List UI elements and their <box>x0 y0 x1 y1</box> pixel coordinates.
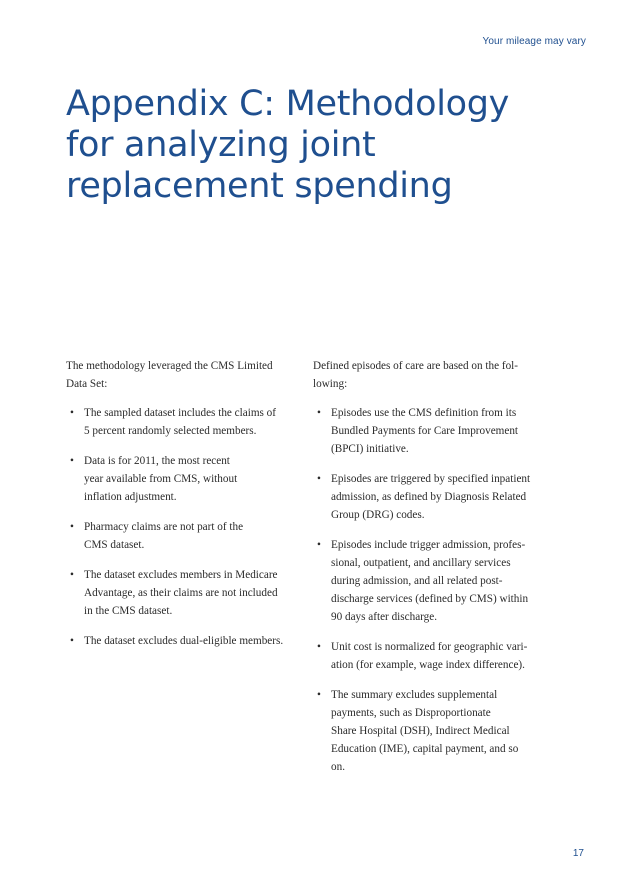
list-item-line: The sampled dataset includes the claims of <box>84 407 276 419</box>
page-title <box>66 84 586 207</box>
right-bullet-list <box>313 404 548 776</box>
intro-line: The methodology leveraged the CMS Limited <box>66 360 273 372</box>
list-item-line: year available from CMS, without <box>84 473 238 485</box>
list-item-line: Data is for 2011, the most recent <box>84 455 230 467</box>
list-item <box>66 632 296 650</box>
running-header: Your mileage may vary <box>482 36 586 47</box>
list-item-line: Advantage, as their claims are not included <box>84 587 278 599</box>
right-column <box>313 357 548 788</box>
bullet-icon: • <box>70 455 74 467</box>
list-item <box>313 536 548 626</box>
list-item-line: (BPCI) initiative. <box>331 443 409 455</box>
list-item-line: discharge services (defined by CMS) within <box>331 593 529 605</box>
list-item-line: 5 percent randomly selected members. <box>84 425 257 437</box>
list-item <box>313 470 548 524</box>
bullet-icon: • <box>317 641 321 653</box>
left-column <box>66 357 296 662</box>
list-item-line: The dataset excludes members in Medicare <box>84 569 278 581</box>
list-item <box>66 566 296 620</box>
list-item-line: during admission, and all related post- <box>331 575 503 587</box>
list-item-line: inflation adjustment. <box>84 491 177 503</box>
list-item-line: The summary excludes supplemental <box>331 689 498 701</box>
list-item <box>66 452 296 506</box>
list-item-line: Episodes include trigger admission, profes- <box>331 539 526 551</box>
bullet-icon: • <box>70 407 74 419</box>
list-item <box>66 518 296 554</box>
list-item-line: ation (for example, wage index difference). <box>331 659 525 671</box>
intro-line: Defined episodes of care are based on the fol- <box>313 360 519 372</box>
list-item-line: admission, as defined by Diagnosis Related <box>331 491 527 503</box>
title-line: replacement spending <box>66 166 453 206</box>
left-bullet-list <box>66 404 296 650</box>
bullet-icon: • <box>70 635 74 647</box>
list-item-line: in the CMS dataset. <box>84 605 173 617</box>
bullet-icon: • <box>70 521 74 533</box>
list-item-line: on. <box>331 761 345 773</box>
list-item-line: Pharmacy claims are not part of the <box>84 521 244 533</box>
bullet-icon: • <box>70 569 74 581</box>
bullet-icon: • <box>317 473 321 485</box>
list-item <box>313 638 548 674</box>
bullet-icon: • <box>317 407 321 419</box>
bullet-icon: • <box>317 539 321 551</box>
left-intro <box>66 357 296 393</box>
bullet-icon: • <box>317 689 321 701</box>
list-item-line: Share Hospital (DSH), Indirect Medical <box>331 725 510 737</box>
list-item-line: Group (DRG) codes. <box>331 509 425 521</box>
list-item-line: CMS dataset. <box>84 539 145 551</box>
list-item <box>313 686 548 776</box>
list-item <box>313 404 548 458</box>
list-item-line: The dataset excludes dual-eligible members. <box>84 635 284 647</box>
right-intro <box>313 357 548 393</box>
list-item-line: Episodes use the CMS definition from its <box>331 407 517 419</box>
list-item <box>66 404 296 440</box>
title-line: for analyzing joint <box>66 125 376 165</box>
intro-line: lowing: <box>313 378 348 390</box>
intro-line: Data Set: <box>66 378 108 390</box>
title-line: Appendix C: Methodology <box>66 84 510 124</box>
list-item-line: Unit cost is normalized for geographic vari- <box>331 641 528 653</box>
page-number: 17 <box>572 848 584 859</box>
list-item-line: 90 days after discharge. <box>331 611 438 623</box>
list-item-line: sional, outpatient, and ancillary services <box>331 557 511 569</box>
list-item-line: Episodes are triggered by specified inpatient <box>331 473 531 485</box>
list-item-line: Bundled Payments for Care Improvement <box>331 425 519 437</box>
list-item-line: Education (IME), capital payment, and so <box>331 743 519 755</box>
list-item-line: payments, such as Disproportionate <box>331 707 491 719</box>
